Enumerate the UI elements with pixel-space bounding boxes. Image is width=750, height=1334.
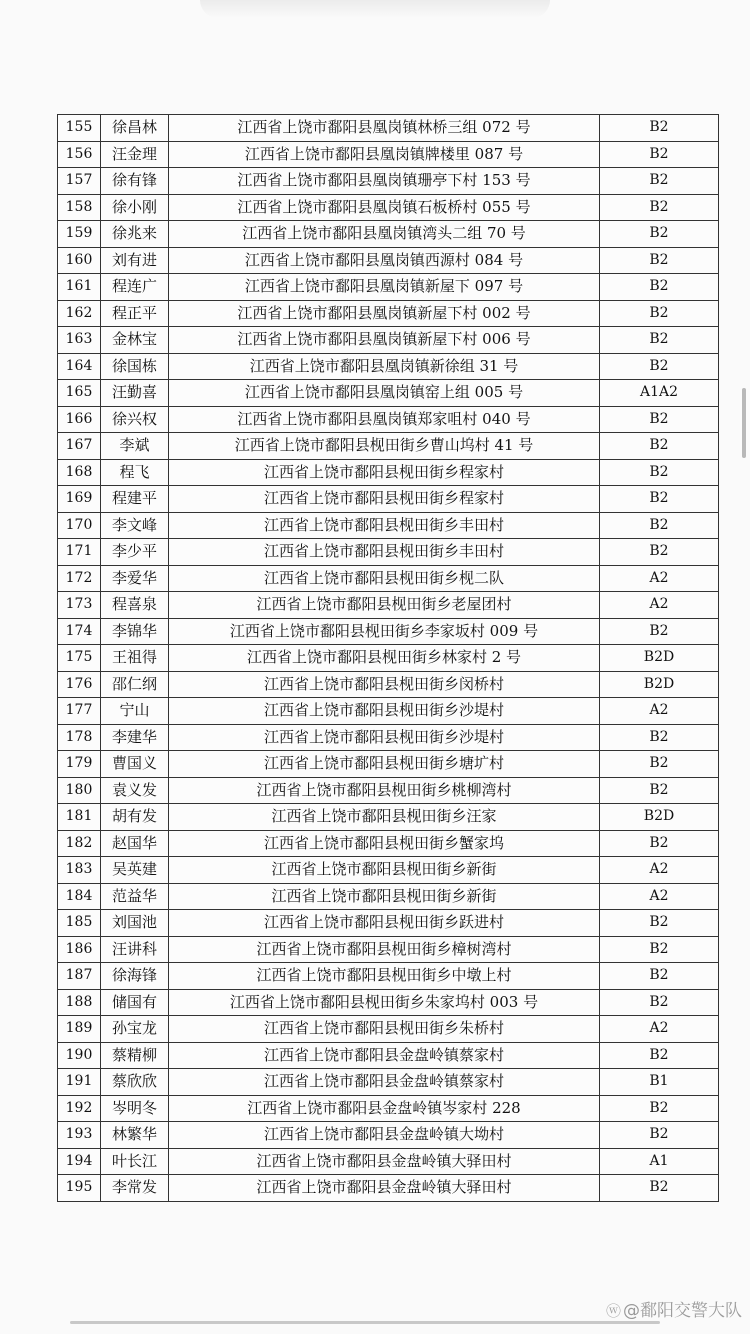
- row-number: 188: [58, 989, 101, 1016]
- driver-name: 林繁华: [101, 1122, 169, 1149]
- license-class: B2: [600, 353, 719, 380]
- table-row: [58, 883, 719, 910]
- driver-address: 江西省上饶市鄱阳县枧田街乡塘圹村: [169, 751, 600, 778]
- license-class: B2: [600, 300, 719, 327]
- row-number: 166: [58, 406, 101, 433]
- driver-address: 江西省上饶市鄱阳县金盘岭镇大驿田村: [169, 1148, 600, 1175]
- driver-address: 江西省上饶市鄱阳县枧田街乡蟹家坞: [169, 830, 600, 857]
- table-row: [58, 698, 719, 725]
- license-class: B2: [600, 1042, 719, 1069]
- driver-name: 徐昌林: [101, 115, 169, 142]
- driver-address: 江西省上饶市鄱阳县枧田街乡老屋团村: [169, 592, 600, 619]
- driver-name: 袁义发: [101, 777, 169, 804]
- driver-name: 程建平: [101, 486, 169, 513]
- row-number: 167: [58, 433, 101, 460]
- driver-address: 江西省上饶市鄱阳县金盘岭镇岑家村 228: [169, 1095, 600, 1122]
- driver-name: 岑明冬: [101, 1095, 169, 1122]
- table-row: [58, 592, 719, 619]
- row-number: 182: [58, 830, 101, 857]
- driver-name: 储国有: [101, 989, 169, 1016]
- weibo-icon: ⓦ: [605, 1302, 621, 1320]
- row-number: 179: [58, 751, 101, 778]
- row-number: 160: [58, 247, 101, 274]
- license-class: B2: [600, 777, 719, 804]
- table-row: [58, 963, 719, 990]
- license-class: A2: [600, 1016, 719, 1043]
- license-class: B2: [600, 459, 719, 486]
- driver-name: 金林宝: [101, 327, 169, 354]
- driver-address: 江西省上饶市鄱阳县枧田街乡枧二队: [169, 565, 600, 592]
- driver-address: 江西省上饶市鄱阳县凰岗镇新屋下村 002 号: [169, 300, 600, 327]
- table-row: [58, 989, 719, 1016]
- table-row: [58, 1042, 719, 1069]
- row-number: 186: [58, 936, 101, 963]
- driver-address: 江西省上饶市鄱阳县枧田街乡程家村: [169, 486, 600, 513]
- row-number: 195: [58, 1175, 101, 1202]
- table-row: [58, 1095, 719, 1122]
- license-class: B2: [600, 274, 719, 301]
- driver-address: 江西省上饶市鄱阳县枧田街乡新街: [169, 857, 600, 884]
- license-class: B2: [600, 1122, 719, 1149]
- license-class: B2: [600, 539, 719, 566]
- driver-name: 徐兆来: [101, 221, 169, 248]
- row-number: 174: [58, 618, 101, 645]
- table-row: [58, 1122, 719, 1149]
- driver-address: 江西省上饶市鄱阳县凰岗镇湾头二组 70 号: [169, 221, 600, 248]
- driver-address: 江西省上饶市鄱阳县枧田街乡曹山坞村 41 号: [169, 433, 600, 460]
- row-number: 177: [58, 698, 101, 725]
- driver-address: 江西省上饶市鄱阳县凰岗镇牌楼里 087 号: [169, 141, 600, 168]
- driver-name: 程正平: [101, 300, 169, 327]
- driver-name: 吴英建: [101, 857, 169, 884]
- row-number: 163: [58, 327, 101, 354]
- table-row: [58, 353, 719, 380]
- license-class: B2: [600, 1175, 719, 1202]
- row-number: 194: [58, 1148, 101, 1175]
- license-class: B2: [600, 247, 719, 274]
- driver-address: 江西省上饶市鄱阳县凰岗镇新屋下村 006 号: [169, 327, 600, 354]
- driver-address: 江西省上饶市鄱阳县枧田街乡丰田村: [169, 539, 600, 566]
- table-row: [58, 830, 719, 857]
- license-class: B2: [600, 327, 719, 354]
- driver-address: 江西省上饶市鄱阳县凰岗镇窑上组 005 号: [169, 380, 600, 407]
- driver-name: 刘有进: [101, 247, 169, 274]
- driver-name: 叶长江: [101, 1148, 169, 1175]
- driver-address: 江西省上饶市鄱阳县枧田街乡跃进村: [169, 910, 600, 937]
- driver-name: 汪讲科: [101, 936, 169, 963]
- driver-address: 江西省上饶市鄱阳县枧田街乡程家村: [169, 459, 600, 486]
- row-number: 158: [58, 194, 101, 221]
- driver-name: 程连广: [101, 274, 169, 301]
- row-number: 161: [58, 274, 101, 301]
- driver-address: 江西省上饶市鄱阳县枧田街乡沙堤村: [169, 724, 600, 751]
- driver-name: 汪金理: [101, 141, 169, 168]
- table-row: [58, 565, 719, 592]
- table-row: [58, 141, 719, 168]
- driver-name: 李锦华: [101, 618, 169, 645]
- driver-name: 李爱华: [101, 565, 169, 592]
- table-row: [58, 115, 719, 142]
- table-row: [58, 936, 719, 963]
- license-class: B2: [600, 141, 719, 168]
- driver-address: 江西省上饶市鄱阳县金盘岭镇大驿田村: [169, 1175, 600, 1202]
- driver-address: 江西省上饶市鄱阳县凰岗镇郑家咀村 040 号: [169, 406, 600, 433]
- row-number: 156: [58, 141, 101, 168]
- driver-address: 江西省上饶市鄱阳县凰岗镇新屋下 097 号: [169, 274, 600, 301]
- driver-name: 李文峰: [101, 512, 169, 539]
- row-number: 183: [58, 857, 101, 884]
- driver-address: 江西省上饶市鄱阳县枧田街乡樟树湾村: [169, 936, 600, 963]
- driver-address: 江西省上饶市鄱阳县金盘岭镇蔡家村: [169, 1042, 600, 1069]
- license-class: B2: [600, 989, 719, 1016]
- driver-name: 胡有发: [101, 804, 169, 831]
- row-number: 162: [58, 300, 101, 327]
- table-row: [58, 512, 719, 539]
- watermark-text: @鄱阳交警大队: [623, 1301, 742, 1321]
- driver-address: 江西省上饶市鄱阳县凰岗镇新徐组 31 号: [169, 353, 600, 380]
- table-row: [58, 459, 719, 486]
- driver-address: 江西省上饶市鄱阳县枧田街乡丰田村: [169, 512, 600, 539]
- driver-name: 李斌: [101, 433, 169, 460]
- table-row: [58, 777, 719, 804]
- driver-name: 宁山: [101, 698, 169, 725]
- driver-name: 范益华: [101, 883, 169, 910]
- license-class: B2: [600, 168, 719, 195]
- row-number: 173: [58, 592, 101, 619]
- driver-list-table: [57, 114, 719, 1202]
- row-number: 176: [58, 671, 101, 698]
- driver-name: 王祖得: [101, 645, 169, 672]
- table-row: [58, 406, 719, 433]
- driver-name: 徐国栋: [101, 353, 169, 380]
- driver-address: 江西省上饶市鄱阳县枧田街乡李家坂村 009 号: [169, 618, 600, 645]
- driver-name: 徐有锋: [101, 168, 169, 195]
- row-number: 185: [58, 910, 101, 937]
- driver-name: 程飞: [101, 459, 169, 486]
- license-class: B2: [600, 512, 719, 539]
- driver-name: 蔡欣欣: [101, 1069, 169, 1096]
- row-number: 165: [58, 380, 101, 407]
- license-class: B2: [600, 724, 719, 751]
- driver-name: 曹国义: [101, 751, 169, 778]
- row-number: 187: [58, 963, 101, 990]
- license-class: B2: [600, 963, 719, 990]
- row-number: 172: [58, 565, 101, 592]
- driver-name: 徐小刚: [101, 194, 169, 221]
- driver-address: 江西省上饶市鄱阳县枧田街乡新街: [169, 883, 600, 910]
- table-row: [58, 221, 719, 248]
- row-number: 180: [58, 777, 101, 804]
- driver-address: 江西省上饶市鄱阳县金盘岭镇大坳村: [169, 1122, 600, 1149]
- license-class: A1A2: [600, 380, 719, 407]
- table-row: [58, 300, 719, 327]
- table-row: [58, 671, 719, 698]
- driver-address: 江西省上饶市鄱阳县枧田街乡中墩上村: [169, 963, 600, 990]
- table-row: [58, 539, 719, 566]
- table-row: [58, 380, 719, 407]
- driver-name: 孙宝龙: [101, 1016, 169, 1043]
- table-row: [58, 168, 719, 195]
- row-number: 192: [58, 1095, 101, 1122]
- vertical-scrollbar[interactable]: [742, 388, 746, 458]
- driver-address: 江西省上饶市鄱阳县枧田街乡沙堤村: [169, 698, 600, 725]
- driver-name: 李建华: [101, 724, 169, 751]
- top-edge-shadow: [200, 0, 550, 18]
- row-number: 164: [58, 353, 101, 380]
- driver-address: 江西省上饶市鄱阳县凰岗镇西源村 084 号: [169, 247, 600, 274]
- table-row: [58, 1148, 719, 1175]
- row-number: 168: [58, 459, 101, 486]
- license-class: B2: [600, 936, 719, 963]
- license-class: A2: [600, 698, 719, 725]
- table-row: [58, 1069, 719, 1096]
- table-row: [58, 724, 719, 751]
- license-class: B2D: [600, 645, 719, 672]
- row-number: 184: [58, 883, 101, 910]
- driver-address: 江西省上饶市鄱阳县金盘岭镇蔡家村: [169, 1069, 600, 1096]
- table-row: [58, 751, 719, 778]
- driver-address: 江西省上饶市鄱阳县枧田街乡林家村 2 号: [169, 645, 600, 672]
- table-row: [58, 327, 719, 354]
- table-row: [58, 274, 719, 301]
- license-class: B2: [600, 1095, 719, 1122]
- license-class: A2: [600, 592, 719, 619]
- license-class: A2: [600, 883, 719, 910]
- driver-name: 刘国池: [101, 910, 169, 937]
- license-class: B2: [600, 486, 719, 513]
- row-number: 170: [58, 512, 101, 539]
- license-class: A2: [600, 857, 719, 884]
- row-number: 171: [58, 539, 101, 566]
- table-body: [58, 115, 719, 1202]
- row-number: 189: [58, 1016, 101, 1043]
- table-row: [58, 1175, 719, 1202]
- driver-address: 江西省上饶市鄱阳县枧田街乡汪家: [169, 804, 600, 831]
- row-number: 178: [58, 724, 101, 751]
- horizontal-scrollbar[interactable]: [70, 1321, 660, 1324]
- driver-name: 程喜泉: [101, 592, 169, 619]
- driver-name: 蔡精柳: [101, 1042, 169, 1069]
- driver-name: 李常发: [101, 1175, 169, 1202]
- row-number: 191: [58, 1069, 101, 1096]
- license-class: B2D: [600, 804, 719, 831]
- license-class: A2: [600, 565, 719, 592]
- table-row: [58, 910, 719, 937]
- license-class: A1: [600, 1148, 719, 1175]
- license-class: B2D: [600, 671, 719, 698]
- table-row: [58, 618, 719, 645]
- table-row: [58, 1016, 719, 1043]
- driver-address: 江西省上饶市鄱阳县凰岗镇石板桥村 055 号: [169, 194, 600, 221]
- watermark: [606, 1296, 742, 1321]
- row-number: 157: [58, 168, 101, 195]
- driver-address: 江西省上饶市鄱阳县凰岗镇珊亭下村 153 号: [169, 168, 600, 195]
- row-number: 155: [58, 115, 101, 142]
- table-row: [58, 857, 719, 884]
- table-row: [58, 194, 719, 221]
- table-row: [58, 486, 719, 513]
- license-class: B2: [600, 406, 719, 433]
- license-class: B2: [600, 910, 719, 937]
- table-row: [58, 804, 719, 831]
- license-class: B2: [600, 751, 719, 778]
- driver-address: 江西省上饶市鄱阳县枧田街乡桃柳湾村: [169, 777, 600, 804]
- driver-name: 赵国华: [101, 830, 169, 857]
- driver-name: 徐海锋: [101, 963, 169, 990]
- license-class: B2: [600, 830, 719, 857]
- driver-name: 汪勤喜: [101, 380, 169, 407]
- row-number: 175: [58, 645, 101, 672]
- driver-address: 江西省上饶市鄱阳县枧田街乡朱桥村: [169, 1016, 600, 1043]
- row-number: 169: [58, 486, 101, 513]
- table-row: [58, 433, 719, 460]
- license-class: B2: [600, 194, 719, 221]
- row-number: 181: [58, 804, 101, 831]
- license-class: B2: [600, 618, 719, 645]
- driver-address: 江西省上饶市鄱阳县枧田街乡朱家坞村 003 号: [169, 989, 600, 1016]
- row-number: 159: [58, 221, 101, 248]
- row-number: 190: [58, 1042, 101, 1069]
- row-number: 193: [58, 1122, 101, 1149]
- driver-name: 李少平: [101, 539, 169, 566]
- license-class: B2: [600, 115, 719, 142]
- license-class: B2: [600, 221, 719, 248]
- driver-address: 江西省上饶市鄱阳县枧田街乡闵桥村: [169, 671, 600, 698]
- table-row: [58, 247, 719, 274]
- driver-name: 徐兴权: [101, 406, 169, 433]
- license-class: B2: [600, 433, 719, 460]
- driver-address: 江西省上饶市鄱阳县凰岗镇林桥三组 072 号: [169, 115, 600, 142]
- license-class: B1: [600, 1069, 719, 1096]
- driver-name: 邵仁纲: [101, 671, 169, 698]
- table-row: [58, 645, 719, 672]
